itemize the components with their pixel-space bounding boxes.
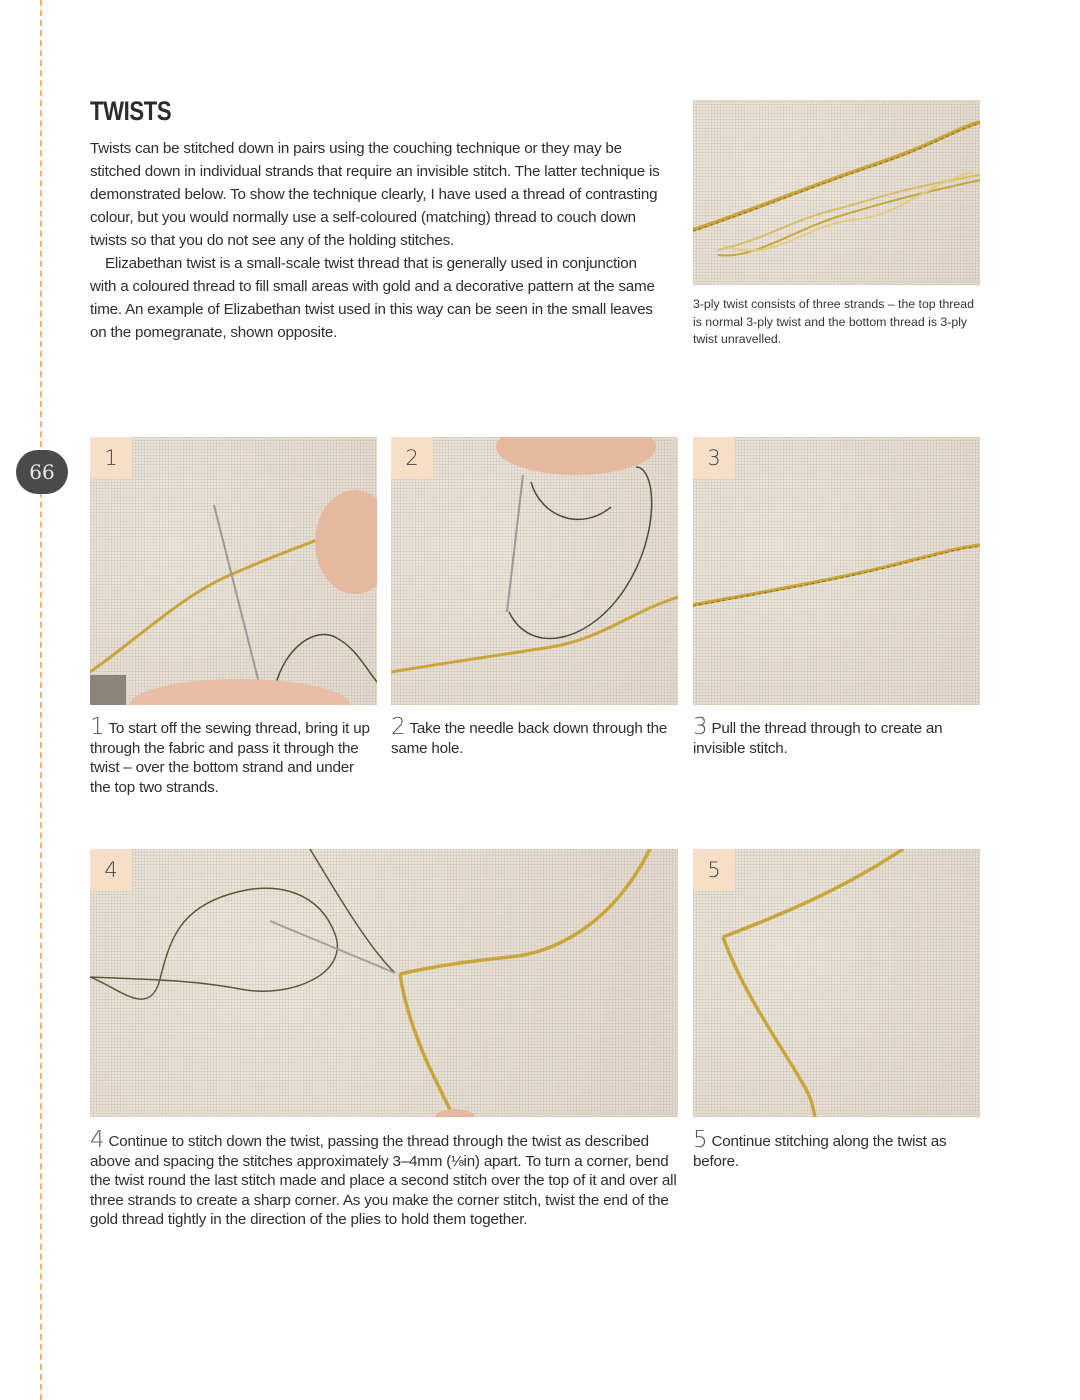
step-2-number: 2 xyxy=(391,714,406,740)
step-2-tag: 2 xyxy=(391,437,433,479)
step-1-caption xyxy=(90,714,375,797)
step-4-photo xyxy=(90,849,678,1117)
step-4-text: Continue to stitch down the twist, passing the thread through the twist as described above and spacing the stitches approximately 3–4mm (⅛in) apart. To turn a corner, bend the twist round the last stitch made and place a second stitch over the top of it and over all three strands to create a sharp corner. As you make the corner stitch, twist the end of the gold thread tightly in the direction of the plies to hold them together. xyxy=(90,1133,677,1228)
margin-dashed-line xyxy=(40,0,42,1400)
page-number-badge: 66 xyxy=(16,450,68,494)
step-1-number: 1 xyxy=(90,714,105,740)
step-5-photo xyxy=(693,849,980,1117)
step-5-number: 5 xyxy=(693,1127,708,1153)
step-5-caption xyxy=(693,1127,978,1171)
top-photo-caption: 3-ply twist consists of three strands – the top thread is normal 3-ply twist and the bottom thread is 3-ply twist unravelled. xyxy=(693,297,974,346)
step-1-photo xyxy=(90,437,377,705)
intro-paragraph-2: Elizabethan twist is a small-scale twist thread that is generally used in conjunction with a coloured thread to fill small areas with gold and a decorative pattern at the same time. An example of Elizabethan twist used in this way can be seen in the small leaves on the pomegranate, shown opposite. xyxy=(90,255,655,341)
intro-paragraph-1: Twists can be stitched down in pairs using the couching technique or they may be stitched down in individual strands that require an invisible stitch. The latter technique is demonstrated below. To show the technique clearly, I have used a thread of contrasting colour, but you would normally use a self-coloured (matching) thread to couch down twists so that you do not see any of the holding stitches. xyxy=(90,140,660,249)
step-1-text: To start off the sewing thread, bring it up through the fabric and pass it through the twist – over the bottom strand and under the top two strands. xyxy=(90,720,370,796)
step-2-text: Take the needle back down through the same hole. xyxy=(391,720,668,757)
step-4-tag: 4 xyxy=(90,849,132,891)
section-heading: TWISTS xyxy=(90,96,172,126)
photo-3ply-twist xyxy=(693,100,980,285)
step-2-caption xyxy=(391,714,676,758)
step-3-number: 3 xyxy=(693,714,708,740)
step-3-caption xyxy=(693,714,978,758)
step-3-photo xyxy=(693,437,980,705)
intro-text xyxy=(90,137,665,344)
step-1-tag: 1 xyxy=(90,437,132,479)
step-3-tag: 3 xyxy=(693,437,735,479)
step-4-caption xyxy=(90,1127,680,1230)
step-3-text: Pull the thread through to create an invisible stitch. xyxy=(693,720,943,757)
step-2-photo xyxy=(391,437,678,705)
step-5-tag: 5 xyxy=(693,849,735,891)
step-4-number: 4 xyxy=(90,1127,105,1153)
step-5-text: Continue stitching along the twist as before. xyxy=(693,1133,947,1170)
